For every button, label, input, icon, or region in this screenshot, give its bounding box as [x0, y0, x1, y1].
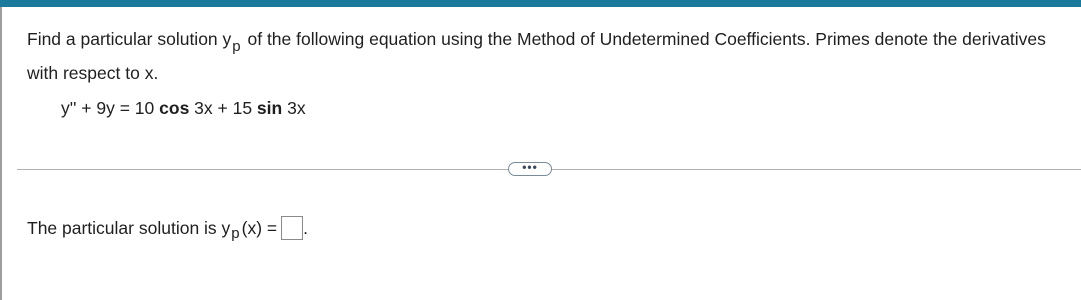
expand-more-button[interactable]: ••• [508, 162, 552, 176]
answer-line [27, 215, 308, 241]
question-text-start: Find a particular solution y [27, 29, 232, 49]
question-prompt [27, 23, 1072, 89]
left-border [0, 7, 2, 300]
answer-period: . [303, 218, 309, 238]
differential-equation [61, 96, 306, 120]
top-accent-bar [0, 0, 1081, 7]
equation-cos: cos [159, 98, 190, 118]
equation-sin: sin [256, 98, 283, 118]
answer-prefix: The particular solution is y [27, 218, 231, 238]
answer-suffix: (x) = [241, 218, 278, 238]
answer-subscript: p [231, 225, 240, 242]
equation-end: 3x [282, 98, 306, 118]
question-subscript: p [232, 38, 241, 55]
equation-lhs: y'' + 9y = 10 [61, 98, 160, 118]
answer-input-box[interactable] [281, 216, 303, 240]
equation-mid: 3x + 15 [189, 98, 257, 118]
question-text-end: of the following equation using the Method of Undetermined Coefficients. Primes denote the derivatives with respect to x. [27, 29, 1046, 83]
